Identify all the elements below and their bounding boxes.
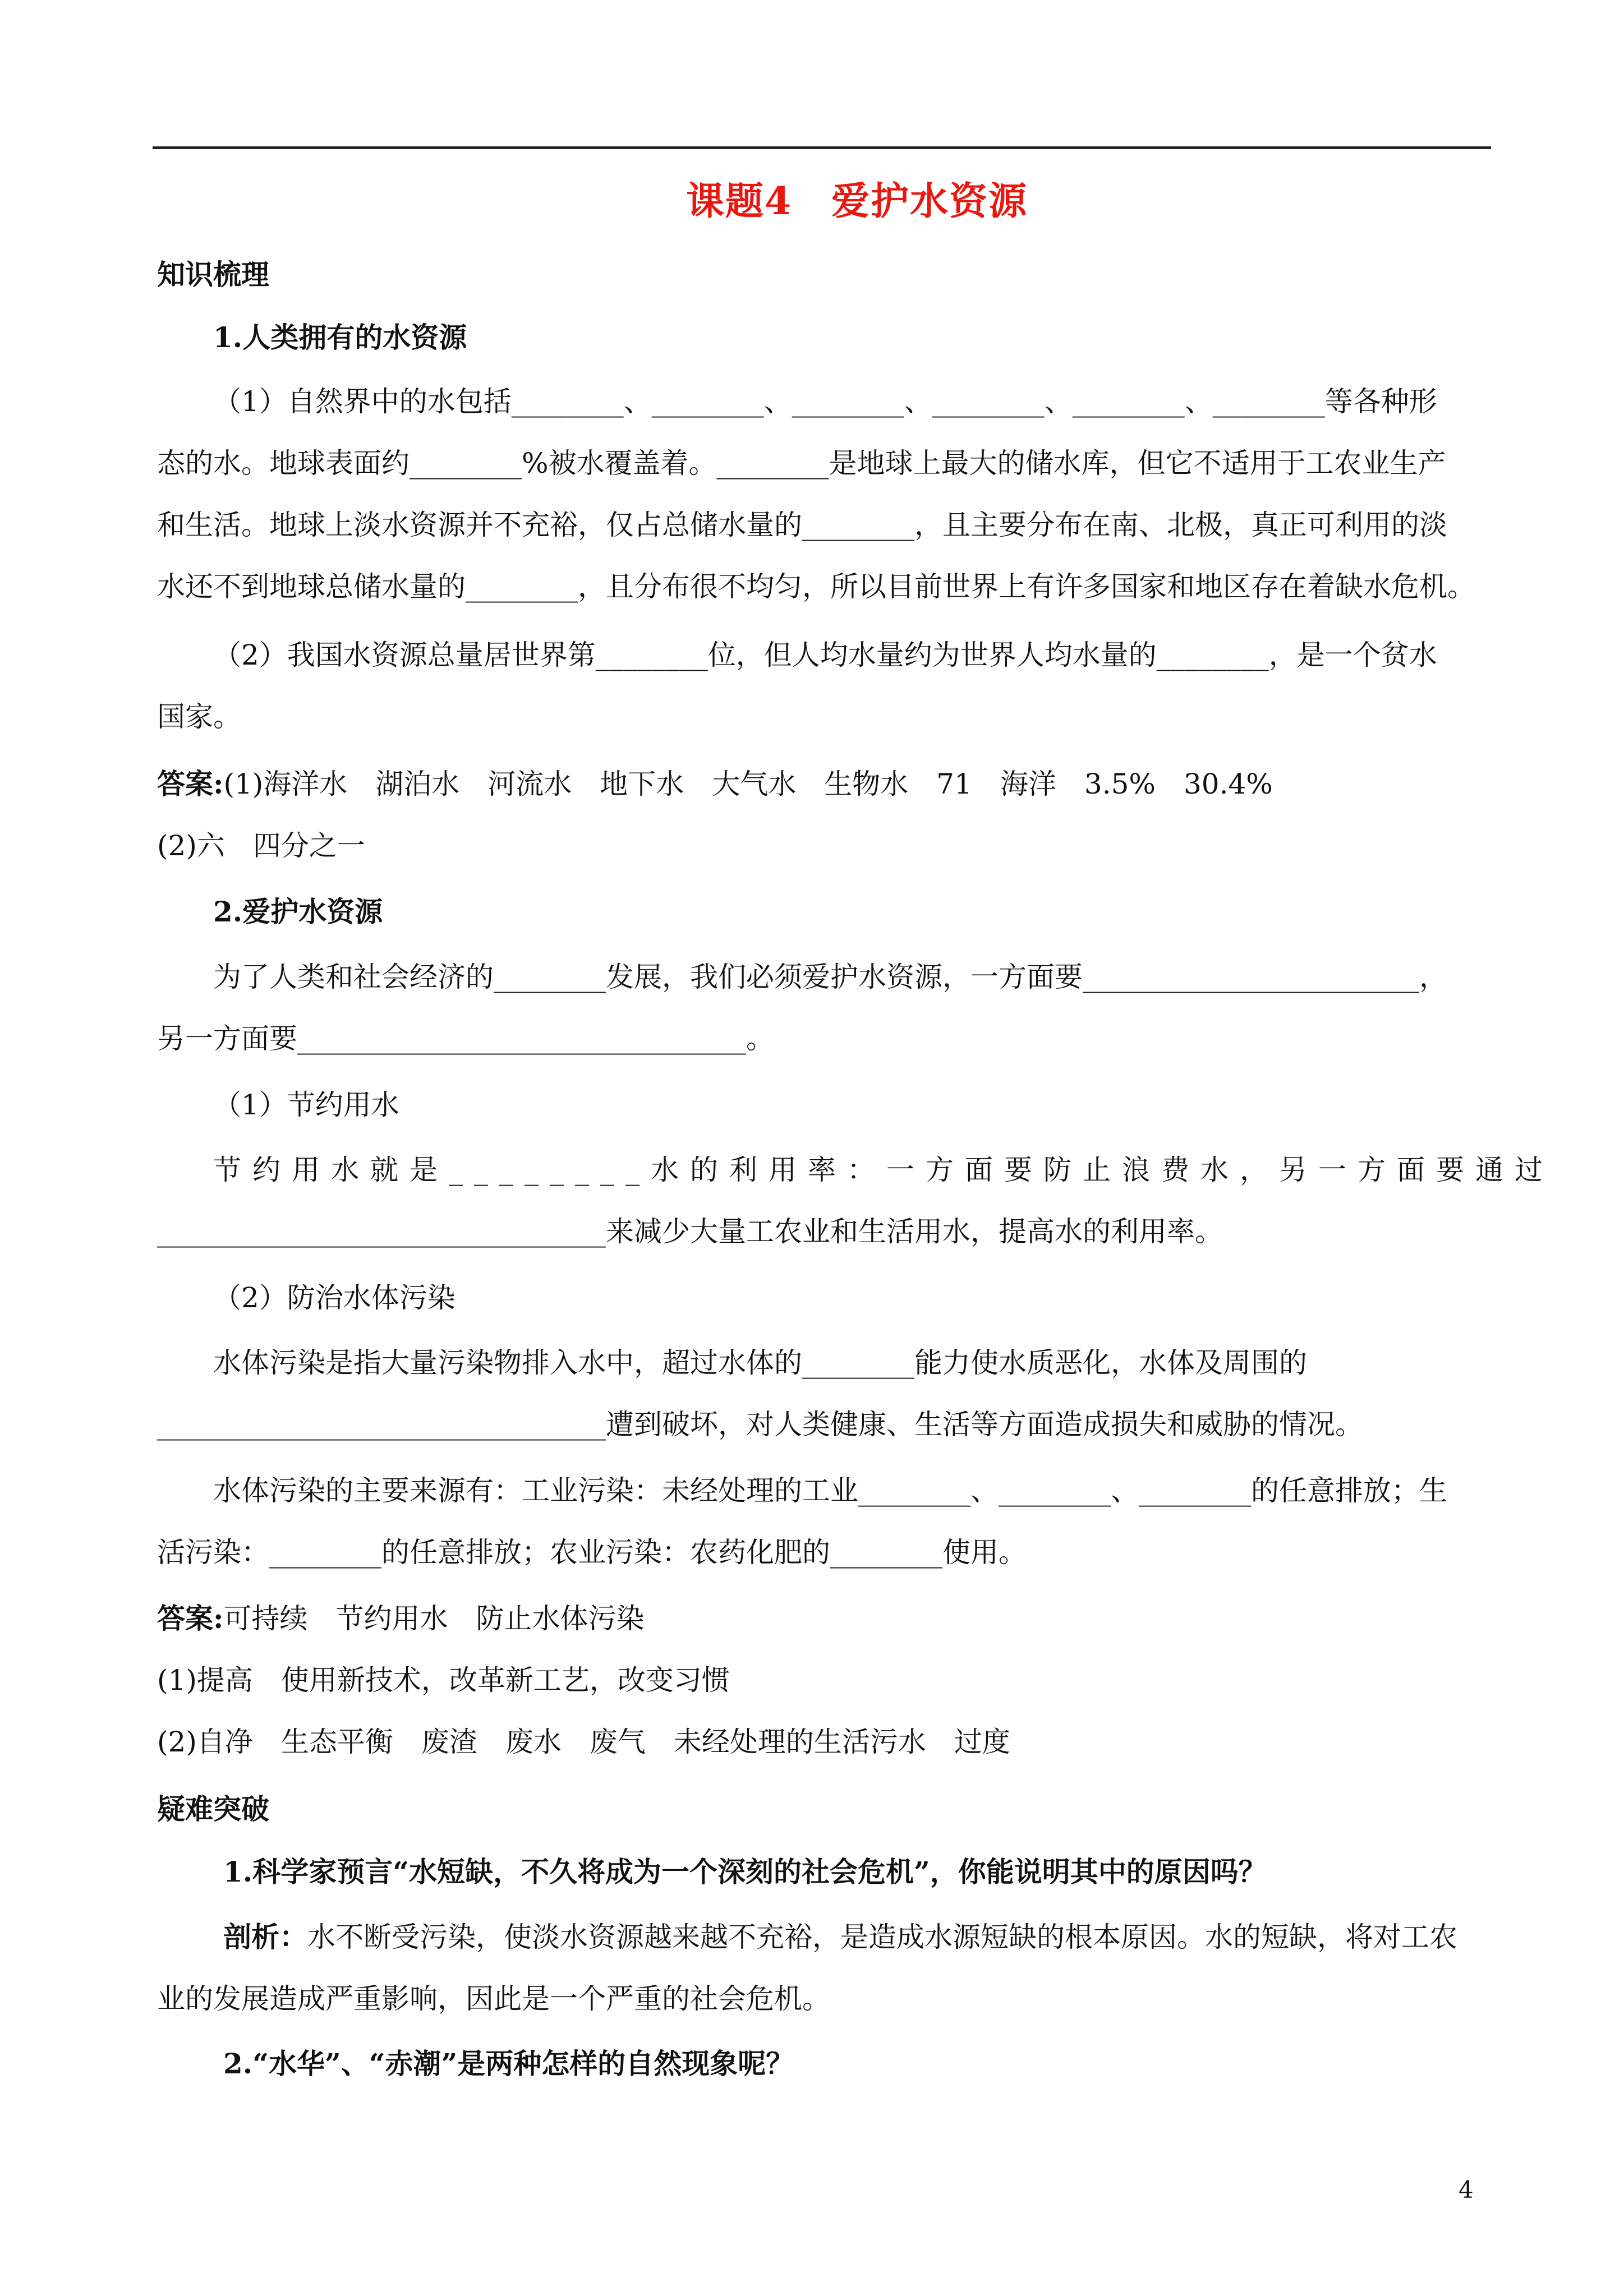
paragraph-line: 和生活。地球上淡水资源并不充裕，仅占总储水量的________，且主要分布在南、北极，真正可利用的淡 [157, 509, 1447, 541]
heading-protect-water: 2.爱护水资源 [213, 895, 383, 928]
paragraph-line: 另一方面要________________________________。 [157, 1022, 774, 1055]
paragraph-line: ________________________________遭到破坏，对人类健康、生活等方面造成损失和威胁的情况。 [157, 1408, 1363, 1441]
answer-line: (2)自净 生态平衡 废渣 废水 废气 未经处理的生活污水 过度 [157, 1726, 1010, 1758]
analysis-line: 业的发展造成严重影响，因此是一个严重的社会危机。 [157, 1983, 830, 2015]
answer-line: (1)提高 使用新技术，改革新工艺，改变习惯 [157, 1664, 730, 1696]
answer-line [157, 1599, 1487, 1638]
subheading-save-water: （1）节约用水 [213, 1089, 399, 1121]
question-1: 1.科学家预言“水短缺，不久将成为一个深刻的社会危机”，你能说明其中的原因吗？ [223, 1855, 1267, 1888]
question-2: 2.“水华”、“赤潮”是两种怎样的自然现象呢？ [223, 2047, 794, 2080]
page-title: 课题4 爱护水资源 [686, 179, 1028, 224]
paragraph-line: 活污染：________的任意排放；农业污染：农药化肥的________使用。 [157, 1536, 1027, 1569]
paragraph-line: 为了人类和社会经济的________发展，我们必须爱护水资源，一方面要________________________， [213, 961, 1447, 993]
paragraph-line: 水体污染的主要来源有：工业污染：未经处理的工业________、________、________的任意排放；生 [213, 1474, 1447, 1507]
analysis-line [223, 1917, 1487, 1957]
header-rule [153, 146, 1491, 149]
paragraph-line: （2）我国水资源总量居世界第________位，但人均水量约为世界人均水量的________，是一个贫水 [213, 639, 1437, 671]
paragraph-line: 节约用水就是________水的利用率：一方面要防止浪费水，另一方面要通过 [213, 1154, 1554, 1186]
page-number: 4 [1459, 2176, 1474, 2203]
answer-text: 可持续 节约用水 防止水体污染 [223, 1602, 645, 1635]
heading-water-resources: 1.人类拥有的水资源 [213, 321, 467, 354]
paragraph-line: 态的水。地球表面约________%被水覆盖着。________是地球上最大的储水库，但它不适用于工农业生产 [157, 447, 1446, 480]
answer-label: 答案: [157, 1602, 224, 1635]
subheading-pollution: （2）防治水体污染 [213, 1281, 456, 1314]
analysis-text: 水不断受污染，使淡水资源越来越不充裕，是造成水源短缺的根本原因。水的短缺，将对工农 [307, 1921, 1457, 1953]
analysis-label: 剖析： [223, 1920, 307, 1953]
answer-line: (2)六 四分之一 [157, 829, 365, 862]
paragraph-line: （1）自然界中的水包括________、________、________、________、________、________等各种形 [213, 385, 1437, 418]
paragraph-line: 水体污染是指大量污染物排入水中，超过水体的________能力使水质恶化，水体及周围的 [213, 1347, 1307, 1379]
section-heading-knowledge: 知识梳理 [157, 258, 269, 291]
paragraph-line: ________________________________来减少大量工农业和生活用水，提高水的利用率。 [157, 1215, 1223, 1248]
answer-text: (1)海洋水 湖泊水 河流水 地下水 大气水 生物水 71 海洋 3.5% 30.4% [223, 768, 1273, 800]
section-heading-difficulties: 疑难突破 [157, 1792, 269, 1825]
answer-line [157, 764, 1487, 804]
paragraph-line: 水还不到地球总储水量的________，且分布很不均匀，所以目前世界上有许多国家和地区存在着缺水危机。 [157, 570, 1475, 603]
paragraph-line: 国家。 [157, 700, 241, 733]
answer-label: 答案: [157, 767, 224, 800]
